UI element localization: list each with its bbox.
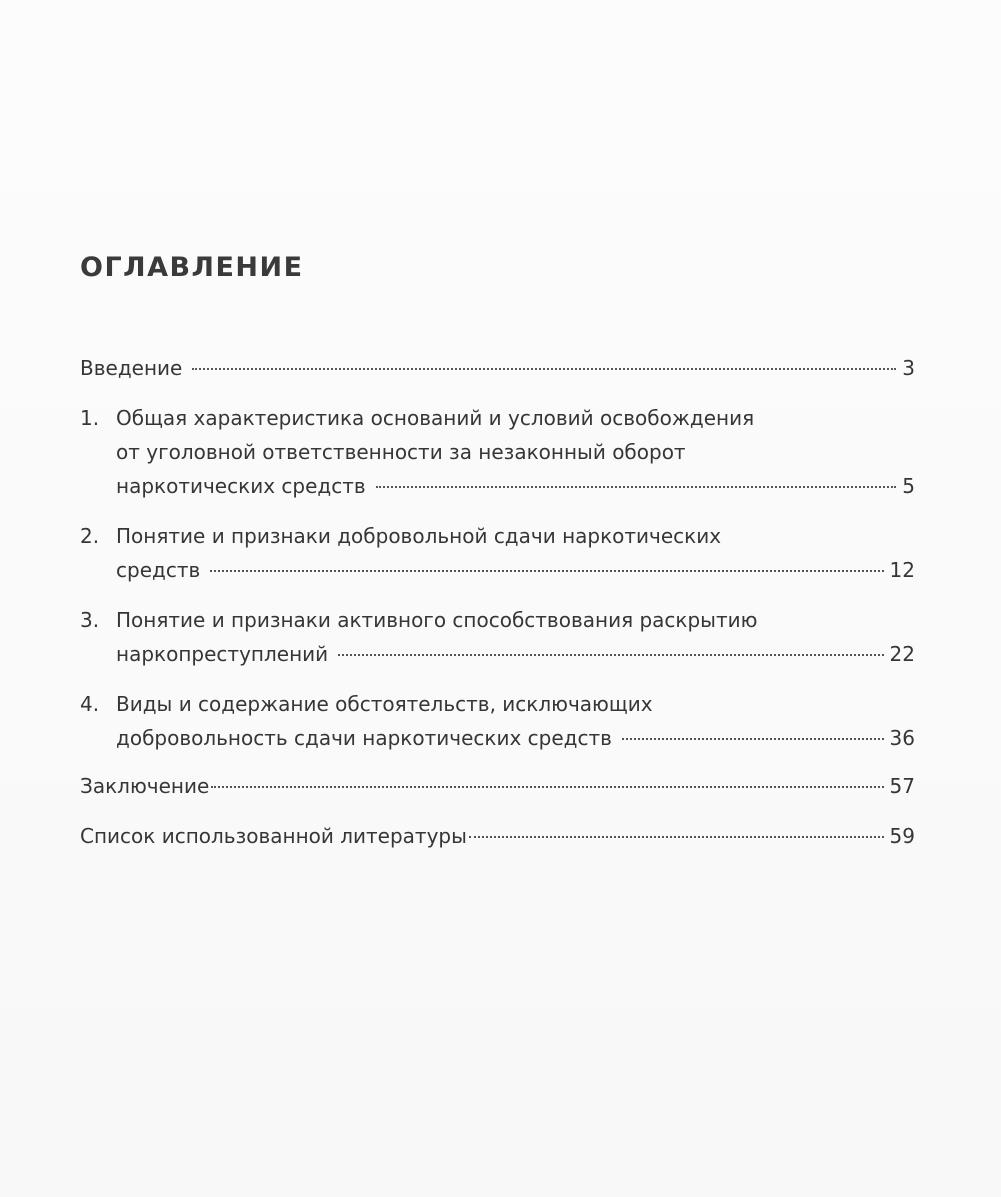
toc-entry-label: Список использованной литературы xyxy=(80,824,467,848)
toc-entry-label: Виды и содержание обстоятельств, исключающих xyxy=(116,692,653,716)
dot-leader xyxy=(469,836,884,838)
toc-entry-label: наркотических средств xyxy=(116,474,366,498)
toc-page-number: 57 xyxy=(889,774,915,798)
toc-entry-number: 3. xyxy=(80,608,100,632)
toc-page-number: 36 xyxy=(889,726,915,750)
toc-entry-conclusion[interactable] xyxy=(80,774,915,808)
toc-entry-label: добровольность сдачи наркотических средств xyxy=(116,726,612,750)
toc-page-number: 5 xyxy=(902,474,915,498)
toc-entry-number: 4. xyxy=(80,692,100,716)
toc-entry-1-line-2[interactable] xyxy=(80,440,915,474)
dot-leader xyxy=(192,368,896,370)
toc-entry-4-line-2[interactable] xyxy=(80,726,915,760)
toc-entry-4-line-1[interactable] xyxy=(80,692,915,726)
toc-title: ОГЛАВЛЕНИЕ xyxy=(80,252,304,283)
toc-entry-label: Общая характеристика оснований и условий освобождения xyxy=(116,406,755,430)
toc-entry-label: Введение xyxy=(80,356,183,380)
dot-leader xyxy=(338,654,883,656)
toc-entry-label: Заключение xyxy=(80,774,210,798)
toc-entry-label: наркопреступлений xyxy=(116,642,329,666)
toc-entry-label: Понятие и признаки добровольной сдачи наркотических xyxy=(116,524,722,548)
dot-leader xyxy=(622,738,884,740)
dot-leader xyxy=(211,786,883,788)
toc-entry-introduction[interactable] xyxy=(80,356,915,390)
dot-leader xyxy=(376,486,897,488)
toc-page-number: 12 xyxy=(889,558,915,582)
toc-page-number: 22 xyxy=(889,642,915,666)
toc-entry-1-line-3[interactable] xyxy=(80,474,915,508)
toc-entry-3-line-1[interactable] xyxy=(80,608,915,642)
dot-leader xyxy=(210,570,883,572)
toc-entry-label: Понятие и признаки активного способствования раскрытию xyxy=(116,608,758,632)
toc-entry-2-line-2[interactable] xyxy=(80,558,915,592)
toc-entry-number: 2. xyxy=(80,524,100,548)
toc-entry-references[interactable] xyxy=(80,824,915,858)
toc-entry-1-line-1[interactable] xyxy=(80,406,915,440)
toc-entry-label: средств xyxy=(116,558,201,582)
toc-page-number: 59 xyxy=(889,824,915,848)
toc-entry-2-line-1[interactable] xyxy=(80,524,915,558)
toc-entry-label: от уголовной ответственности за незаконный оборот xyxy=(116,440,686,464)
toc-page-number: 3 xyxy=(902,356,915,380)
toc-entry-number: 1. xyxy=(80,406,100,430)
toc-entry-3-line-2[interactable] xyxy=(80,642,915,676)
